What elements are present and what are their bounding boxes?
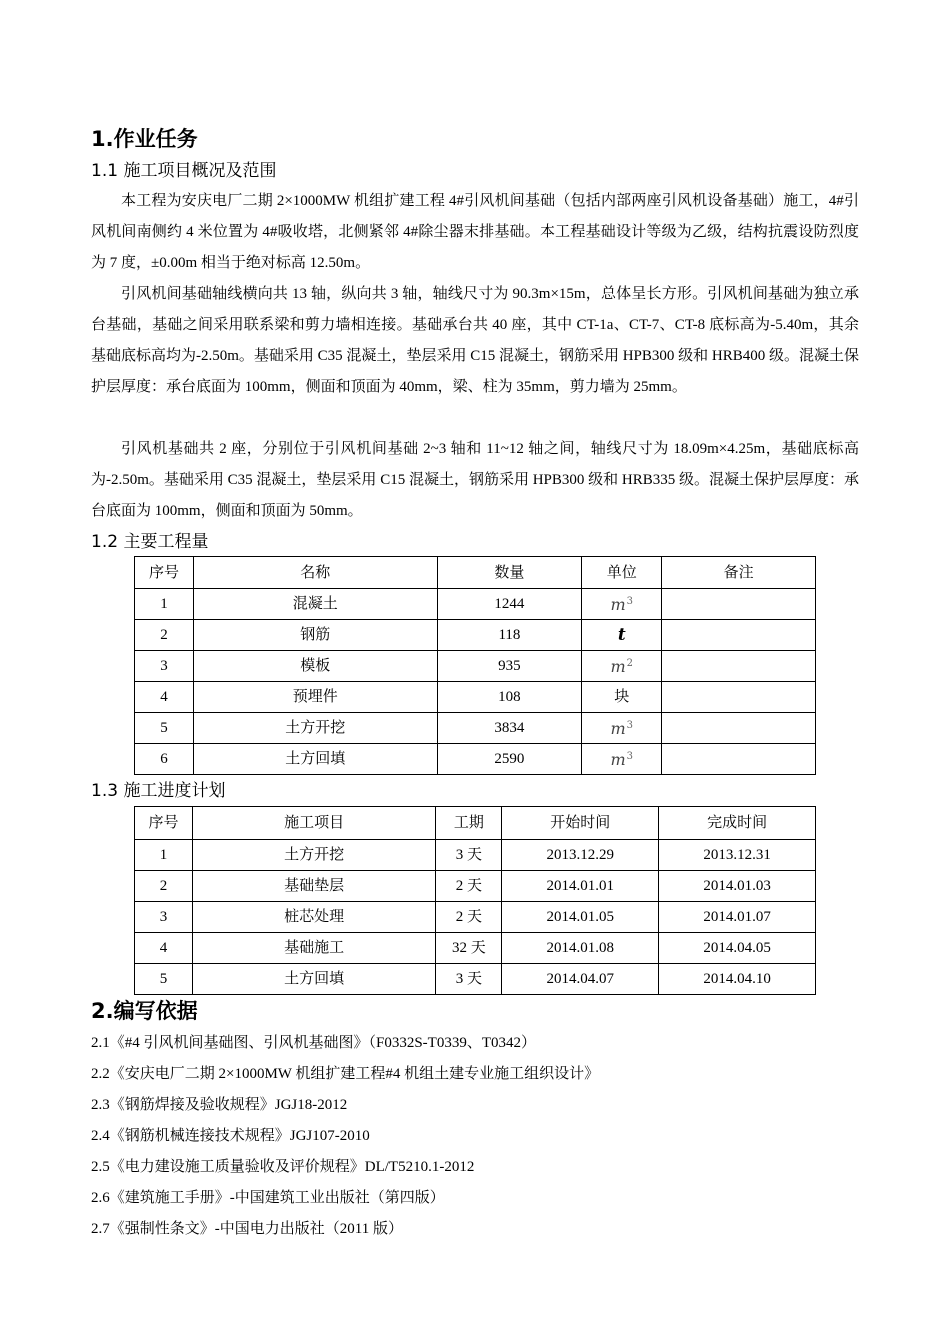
task-name: 桩芯处理 (192, 902, 436, 933)
task-duration: 3 天 (436, 964, 502, 995)
item-name: 预埋件 (193, 682, 437, 713)
row-number: 2 (135, 871, 193, 902)
unit-symbol (618, 625, 626, 645)
item-unit (582, 744, 662, 775)
reference-item: 2.1《#4 引风机间基础图、引风机基础图》（F0332S-T0339、T0342） (91, 1035, 537, 1051)
table-row (135, 651, 816, 682)
section-2-heading: 2.编写依据 (91, 999, 198, 1023)
row-number: 1 (135, 840, 193, 871)
table-row (135, 871, 816, 902)
row-number: 1 (135, 589, 194, 620)
task-name: 基础垫层 (192, 871, 436, 902)
item-unit: 块 (582, 682, 662, 713)
row-number: 4 (135, 682, 194, 713)
column-header: 单位 (582, 557, 662, 589)
unit-symbol (610, 657, 633, 676)
section-1-3-heading: 1.3 施工进度计划 (91, 781, 226, 801)
task-duration: 3 天 (436, 840, 502, 871)
reference-item: 2.7《强制性条文》-中国电力出版社（2011 版） (91, 1221, 403, 1237)
overview-paragraph-1: 本工程为安庆电厂二期 2×1000MW 机组扩建工程 4#引风机间基础（包括内部两座引风机设备基础）施工，4#引风机间南侧约 4 米位置为 4#吸收塔，北侧紧邻 4#除尘器末排基础。本工程基础设计等级为乙级，结构抗震设防烈度为 7 度，±0.00m 相当于绝对标高 12.50m。 (91, 193, 859, 271)
overview-paragraph-3: 引风机基础共 2 座，分别位于引风机间基础 2~3 轴和 11~12 轴之间，轴线尺寸为 18.09m×4.25m，基础底标高为-2.50m。基础采用 C35 混凝土，垫层采用 C15 混凝土，钢筋采用 HPB300 级和 HRB335 级。混凝土保护层厚度：承台底面为 100mm，侧面和顶面为 50mm。 (91, 441, 859, 519)
column-header: 备注 (662, 557, 816, 589)
task-start: 2013.12.29 (502, 840, 659, 871)
row-number: 3 (135, 651, 194, 682)
table-row (135, 620, 816, 651)
item-name: 土方开挖 (193, 713, 437, 744)
unit-base: m (610, 657, 626, 676)
task-end: 2014.04.05 (659, 933, 816, 964)
item-unit (582, 713, 662, 744)
column-header: 工期 (436, 807, 502, 840)
item-quantity: 3834 (437, 713, 582, 744)
task-end: 2014.04.10 (659, 964, 816, 995)
item-note (662, 651, 816, 682)
table-header-row (135, 557, 816, 589)
item-quantity: 1244 (437, 589, 582, 620)
task-duration: 2 天 (436, 871, 502, 902)
reference-item: 2.2《安庆电厂二期 2×1000MW 机组扩建工程#4 机组土建专业施工组织设计》 (91, 1066, 600, 1082)
reference-item: 2.6《建筑施工手册》-中国建筑工业出版社（第四版） (91, 1190, 445, 1206)
unit-base: m (610, 750, 626, 769)
unit-base: m (610, 595, 626, 614)
unit-base: m (610, 719, 626, 738)
unit-exponent: 3 (626, 596, 634, 607)
item-quantity: 2590 (437, 744, 582, 775)
table-row (135, 840, 816, 871)
quantities-table (134, 556, 816, 775)
task-duration: 2 天 (436, 902, 502, 933)
column-header: 数量 (437, 557, 582, 589)
row-number: 4 (135, 933, 193, 964)
task-name: 土方回填 (192, 964, 436, 995)
item-unit (582, 651, 662, 682)
overview-paragraph-2: 引风机间基础轴线横向共 13 轴，纵向共 3 轴，轴线尺寸为 90.3m×15m，总体呈长方形。引风机间基础为独立承台基础，基础之间采用联系梁和剪力墙相连接。基础承台共 40 座，其中 CT-1a、CT-7、CT-8 底标高为-5.40m，其余基础底标高均为-2.50m。基础采用 C35 混凝土，垫层采用 C15 混凝土，钢筋采用 HPB300 级和 HRB400 级。混凝土保护层厚度：承台底面为 100mm，侧面和顶面为 40mm，梁、柱为 35mm，剪力墙为 25mm。 (91, 286, 859, 395)
item-unit (582, 620, 662, 651)
unit-symbol (610, 719, 633, 738)
item-note (662, 589, 816, 620)
table-row (135, 744, 816, 775)
unit-exponent: 2 (626, 658, 634, 669)
table-row (135, 713, 816, 744)
item-name: 模板 (193, 651, 437, 682)
task-duration: 32 天 (436, 933, 502, 964)
item-note (662, 713, 816, 744)
column-header: 完成时间 (659, 807, 816, 840)
unit-symbol (610, 595, 633, 614)
section-1-1-heading: 1.1 施工项目概况及范围 (91, 161, 277, 181)
schedule-table (134, 806, 816, 995)
column-header: 施工项目 (192, 807, 436, 840)
reference-item: 2.5《电力建设施工质量验收及评价规程》DL/T5210.1-2012 (91, 1159, 475, 1175)
task-start: 2014.04.07 (502, 964, 659, 995)
table-row (135, 933, 816, 964)
task-start: 2014.01.08 (502, 933, 659, 964)
table-header-row (135, 807, 816, 840)
task-name: 基础施工 (192, 933, 436, 964)
unit-exponent: 3 (626, 720, 634, 731)
column-header: 开始时间 (502, 807, 659, 840)
item-note (662, 620, 816, 651)
item-note (662, 682, 816, 713)
section-1-2-heading: 1.2 主要工程量 (91, 532, 209, 552)
column-header: 名称 (193, 557, 437, 589)
item-name: 钢筋 (193, 620, 437, 651)
table-row (135, 964, 816, 995)
item-quantity: 935 (437, 651, 582, 682)
item-quantity: 118 (437, 620, 582, 651)
row-number: 2 (135, 620, 194, 651)
row-number: 5 (135, 713, 194, 744)
task-start: 2014.01.05 (502, 902, 659, 933)
reference-item: 2.3《钢筋焊接及验收规程》JGJ18-2012 (91, 1097, 348, 1113)
section-1-heading: 1.作业任务 (91, 127, 198, 151)
row-number: 5 (135, 964, 193, 995)
task-end: 2014.01.07 (659, 902, 816, 933)
reference-item: 2.4《钢筋机械连接技术规程》JGJ107-2010 (91, 1128, 370, 1144)
item-unit (582, 589, 662, 620)
table-row (135, 589, 816, 620)
unit-exponent: 3 (626, 751, 634, 762)
table-row (135, 902, 816, 933)
unit-symbol (610, 750, 633, 769)
item-quantity: 108 (437, 682, 582, 713)
task-name: 土方开挖 (192, 840, 436, 871)
item-name: 混凝土 (193, 589, 437, 620)
column-header: 序号 (135, 807, 193, 840)
item-note (662, 744, 816, 775)
row-number: 6 (135, 744, 194, 775)
task-end: 2013.12.31 (659, 840, 816, 871)
task-start: 2014.01.01 (502, 871, 659, 902)
item-name: 土方回填 (193, 744, 437, 775)
task-end: 2014.01.03 (659, 871, 816, 902)
column-header: 序号 (135, 557, 194, 589)
unit-base: t (617, 624, 626, 645)
table-row (135, 682, 816, 713)
row-number: 3 (135, 902, 193, 933)
